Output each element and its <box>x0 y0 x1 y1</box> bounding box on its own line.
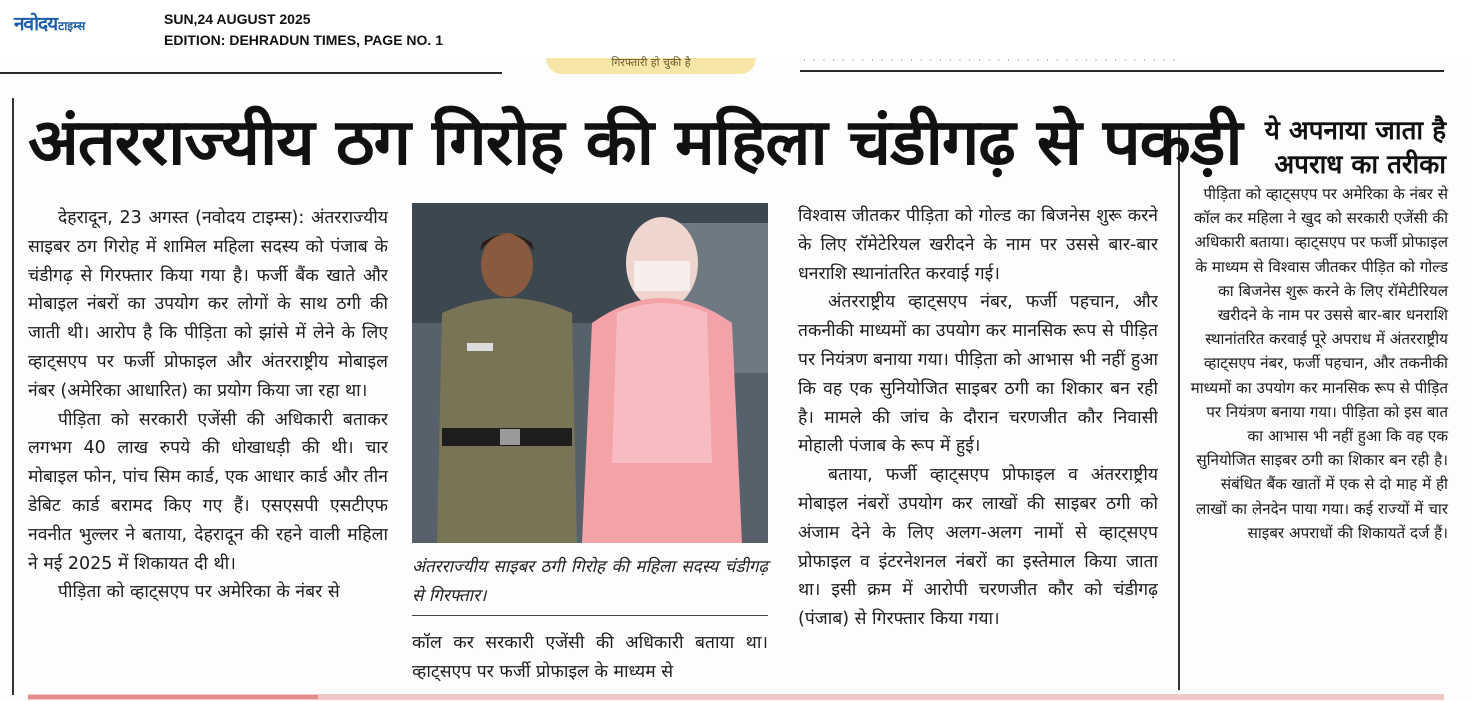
col3-paragraph-3: बताया, फर्जी व्हाट्सएप प्रोफाइल व अंतरराष्ट्रीय मोबाइल नंबरों उपयोग कर लाखों की साइबर ठगी को अंजाम देने के लिए अलग-अलग नामों से व्हाट्सएप प्रोफाइल व इंटरनेशनल नंबरों का इस्तेमाल किया जाता था। इसी क्रम में आरोपी चरणजीत कौर को चंडीगढ़ (पंजाब) से गिरफ्तार किया गया। <box>798 465 1158 630</box>
article-column-1 <box>28 204 388 692</box>
article-column-3 <box>798 202 1158 692</box>
top-rule-left <box>0 72 502 74</box>
top-rule-right <box>800 70 1444 72</box>
col1-paragraph-3: पीड़िता को व्हाट्सएप पर अमेरिका के नंबर से <box>58 582 340 603</box>
edition-name: EDITION: DEHRADUN TIMES, PAGE NO. 1 <box>164 32 443 48</box>
logo-main-text: नवोदय <box>14 13 58 35</box>
col1-paragraph-2: पीड़िता को सरकारी एजेंसी की अधिकारी बताकर लगभग 40 लाख रुपये की धोखाधड़ी की थी। चार मोबाइल फोन, पांच सिम कार्ड, एक आधार कार्ड और तीन डेबिट कार्ड बरामद किए गए हैं। एसएसपी एसटीएफ नवनीत भुल्लर ने बताया, देहरादून की रहने वाली महिला ने मई 2025 में शिकायत दी थी। <box>28 409 388 574</box>
teaser-pill-text: गिरफ्तारी हो चुकी है <box>611 56 691 69</box>
col2-paragraph: कॉल कर सरकारी एजेंसी की अधिकारी बताया था। व्हाट्सएप पर फर्जी प्रोफाइल के माध्यम से <box>412 633 768 682</box>
photo-illustration <box>412 203 768 543</box>
sidebar-divider-line <box>1178 128 1180 690</box>
newspaper-page <box>0 58 1473 701</box>
article-column-2 <box>412 629 768 689</box>
newspaper-logo[interactable] <box>14 10 85 34</box>
bottom-color-strip-accent <box>28 695 318 699</box>
edition-info <box>164 9 443 51</box>
teaser-cutoff-text: · · · · · · · · · · · · · · · · · · · · · · · · · · · · · · · · · · · · · · · <box>803 58 1178 66</box>
caption-rule <box>412 615 768 616</box>
col1-paragraph-1: देहरादून, 23 अगस्त (नवोदय टाइम्स): अंतरराज्यीय साइबर ठग गिरोह में शामिल महिला सदस्य को पंजाब के चंडीगढ़ से गिरफ्तार किया गया है। फर्जी बैंक खाते और मोबाइल नंबरों का उपयोग कर लोगों के साथ ठगी की जाती थी। आरोप है कि पीड़िता को झांसे में लेने के लिए व्हाट्सएप पर फर्जी प्रोफाइल और अंतरराष्ट्रीय मोबाइल नंबर (अमेरिका आधारित) का प्रयोग किया जा रहा था। <box>28 208 388 401</box>
col3-paragraph-2: अंतरराष्ट्रीय व्हाट्सएप नंबर, फर्जी पहचान, और तकनीकी माध्यमों का उपयोग कर मानसिक रूप से पीड़ित पर नियंत्रण बनाया गया। पीड़िता को आभास भी नहीं हुआ कि वह एक सुनियोजित साइबर ठगी का शिकार बन रही है। मामले की जांच के दौरान चरणजीत कौर निवासी मोहाली पंजाब के रूप में हुई। <box>798 292 1158 457</box>
logo-sub-text: टाइम्स <box>58 19 86 33</box>
edition-date: SUN,24 AUGUST 2025 <box>164 11 311 27</box>
article-photo[interactable] <box>412 203 768 543</box>
sidebar-body: पीड़िता को व्हाट्सएप पर अमेरिका के नंबर से कॉल कर महिला ने खुद को सरकारी एजेंसी की अधिकारी बताया। व्हाट्सएप पर फर्जी प्रोफाइल के माध्यम से विश्वास जीतकर पीड़ित को गोल्ड का बिजनेस शुरू करने के लिए रॉमेटीरियल खरीदने के नाम पर उससे बार-बार धनराशि स्थानांतरित करवाई पूरे अपराध में अंतरराष्ट्रीय व्हाट्सएप नंबर, फर्जी पहचान, और तकनीकी माध्यमों का उपयोग कर मानसिक रूप से पीड़ित पर नियंत्रण बनाया गया। पीड़िता को इस बात का आभास भी नहीं हुआ कि वह एक सुनियोजित साइबर ठगी का शिकार बन रही है। संबंधित बैंक खातों में एक से दो माह में ही लाखों का लेनदेन पाया गया। कई राज्यों में चार साइबर अपराधों की शिकायतें दर्ज हैं। <box>1190 185 1448 542</box>
sidebar-heading: ये अपनाया जाता है अपराध का तरीका <box>1264 116 1446 180</box>
photo-caption: अंतरराज्यीय साइबर ठगी गिरोह की महिला सदस्य चंडीगढ़ से गिरफ्तार। <box>412 557 768 606</box>
article-headline: अंतरराज्यीय ठग गिरोह की महिला चंडीगढ़ से पकड़ी <box>28 106 1242 180</box>
teaser-pill <box>546 58 756 74</box>
col3-paragraph-1: विश्वास जीतकर पीड़िता को गोल्ड का बिजनेस शुरू करने के लिए रॉमेटेरियल खरीदने के नाम पर उससे बार-बार धनराशि स्थानांतरित करवाई गई। <box>798 206 1158 284</box>
left-border-line <box>12 98 14 695</box>
masthead-bar <box>0 0 1473 59</box>
